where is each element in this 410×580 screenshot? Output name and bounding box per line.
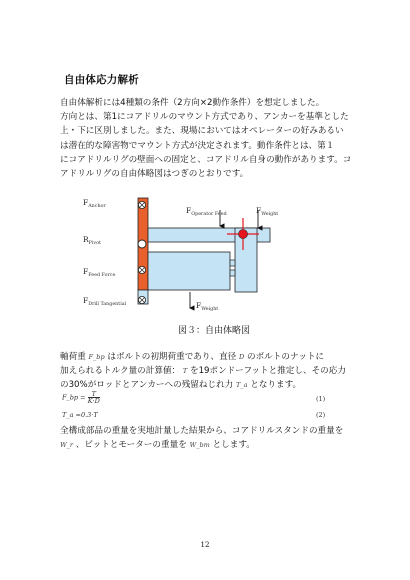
label-f-anchor: $F_{Anchor}$ bbox=[83, 198, 106, 209]
var-wr: W_r bbox=[60, 441, 74, 450]
weights-paragraph bbox=[60, 424, 370, 452]
intro-line: にコアドリルリグの壁面への固定と、コアドリル自身の動作があります。コ bbox=[60, 154, 352, 165]
equation-1: F_bp = $\frac{T}{K\cdot D}$ bbox=[62, 390, 100, 405]
torque-line-3: の30%がロッドとアンカーへの残留ねじれ力 T_a となります。 bbox=[60, 380, 302, 391]
equation-1-number: (1) bbox=[316, 395, 326, 403]
intro-line: は潜在的な障害物でマウント方式が決定されます。動作条件とは、第１ bbox=[60, 140, 335, 151]
var-ta: T_a bbox=[236, 381, 248, 390]
label-f-feed-force: $F_{Feed Force}$ bbox=[83, 267, 116, 278]
var-fbp: F_bp bbox=[88, 353, 105, 361]
var-wbm: W_bm bbox=[189, 441, 210, 450]
label-f-weight-bottom: $F_{Weight}$ bbox=[196, 301, 219, 312]
drill-body bbox=[148, 252, 230, 290]
equation-2-number: (2) bbox=[316, 411, 326, 419]
section-heading: 自由体応力解析 bbox=[64, 74, 139, 86]
intro-line: 自由体解析には4種類の条件（2方向×2動作条件）を想定しました。 bbox=[60, 98, 325, 108]
torque-paragraph bbox=[60, 350, 370, 393]
label-f-operator-feed: $F_{Operator Feed}$ bbox=[186, 206, 227, 217]
figure-caption: 図３：自由体略図 bbox=[178, 326, 251, 336]
label-f-weight-top: $F_{Weight}$ bbox=[256, 206, 279, 217]
connector bbox=[230, 260, 235, 266]
feed-force-point bbox=[138, 266, 145, 273]
weights-line-2: W_r 、ビットとモーターの重量を W_bm とします。 bbox=[60, 440, 255, 451]
var-d: D bbox=[239, 353, 245, 361]
drill-tangential-point bbox=[138, 296, 145, 303]
intro-line: 上・下に区別しました。また、現場においてはオペレーターの好みあるい bbox=[60, 126, 344, 137]
intro-line: アドリルリグの自由体略図はつぎのとおりです。 bbox=[60, 169, 249, 180]
intro-line: 方向とは、第1にコアドリルのマウント方式であり、アンカーを基準とした bbox=[60, 112, 349, 123]
page-number: 12 bbox=[200, 541, 210, 549]
var-t: T bbox=[182, 367, 188, 376]
pivot-circle bbox=[138, 240, 146, 248]
torque-line-1: 軸荷重 F_bp はボルトの初期荷重であり、直径 D のボルトのナットに bbox=[60, 352, 325, 362]
anchor-force-point bbox=[138, 201, 145, 208]
weights-line-1: 全構成部品の重量を実地計量した結果から、コアドリルスタンドの重量を bbox=[60, 426, 344, 436]
torque-line-2: 加えられるトルク量の計算値： T を19ポンドーフットと推定し、その応力 bbox=[60, 366, 346, 377]
label-f-drill-tangential: $F_{Drill Tangential}$ bbox=[83, 296, 127, 307]
connector bbox=[230, 270, 235, 276]
equation-2: T_a =0.3·T bbox=[62, 411, 98, 419]
label-r-pivot: $R_{Pivot}$ bbox=[83, 235, 101, 246]
